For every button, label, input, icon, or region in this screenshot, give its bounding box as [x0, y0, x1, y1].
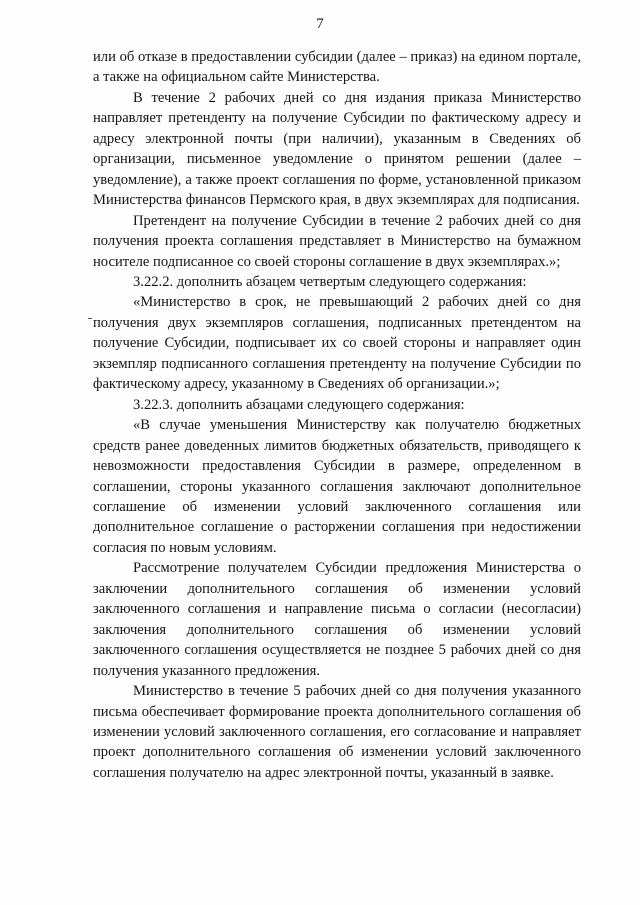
paragraph-notification: В течение 2 рабочих дней со дня издания приказа Министерство направляет претенденту на получение Субсидии по фактическому адресу и адресу электронной почты (при наличии), указанным в Сведениях об организации, письменное уведомление о принятом решении (далее – уведомление), а также проект соглашения по форме, установленной приказом Министерства финансов Пермского края, в двух экземплярах для подписания. [93, 89, 581, 209]
paragraph-ministry-signing: «Министерство в срок, не превышающий 2 рабочих дней со дня получения двух экземпляров соглашения, подписанных претендентом на получение Субсидии, подписывает их со своей стороны и направляет один экземпляр подписанного соглашения претенденту на получение Субсидии по фактическому адресу, указанному в Сведениях об организации.»; [93, 294, 581, 393]
paragraph-clause-3-22-2: 3.22.2. дополнить абзацем четвертым следующего содержания: [133, 273, 527, 290]
margin-mark [88, 318, 92, 319]
paragraph-budget-reduction: «В случае уменьшения Министерству как получателю бюджетных средств ранее доведенных лимитов бюджетных обязательств, приводящего к невозможности предоставления Субсидии в размере, определенном в соглашении, стороны указанного соглашения заключают дополнительное соглашение об изменении условий заключенного соглашения или дополнительное соглашение о расторжении соглашения при недостижении согласия по новым условиям. [93, 417, 581, 556]
paragraph-applicant-submission: Претендент на получение Субсидии в течение 2 рабочих дней со дня получения проекта соглашения представляет в Министерство на бумажном носителе подписанное со своей стороны соглашение в двух экземплярах.»; [93, 212, 581, 270]
page-number: 7 [316, 16, 324, 32]
paragraph-proposal-review: Рассмотрение получателем Субсидии предложения Министерства о заключении дополнительного соглашения об изменении условий заключенного соглашения и направление письма о согласии (несогласии) заключения дополнительного соглашения об изменении условий заключенного соглашения осуществляется не позднее 5 рабочих дней со дня получения указанного предложения. [93, 560, 581, 679]
document-body [93, 47, 581, 783]
paragraph-continuation: или об отказе в предоставлении субсидии (далее – приказ) на едином портале, а также на официальном сайте Министерства. [93, 49, 581, 86]
paragraph-clause-3-22-3: 3.22.3. дополнить абзацами следующего содержания: [133, 396, 465, 413]
paragraph-additional-agreement: Министерство в течение 5 рабочих дней со дня получения указанного письма обеспечивает формирование проекта дополнительного соглашения об изменении условий заключенного соглашения, его согласование и направляет проект дополнительного соглашения об изменении условий заключенного соглашения получателю на адрес электронной почты, указанный в заявке. [93, 683, 581, 781]
